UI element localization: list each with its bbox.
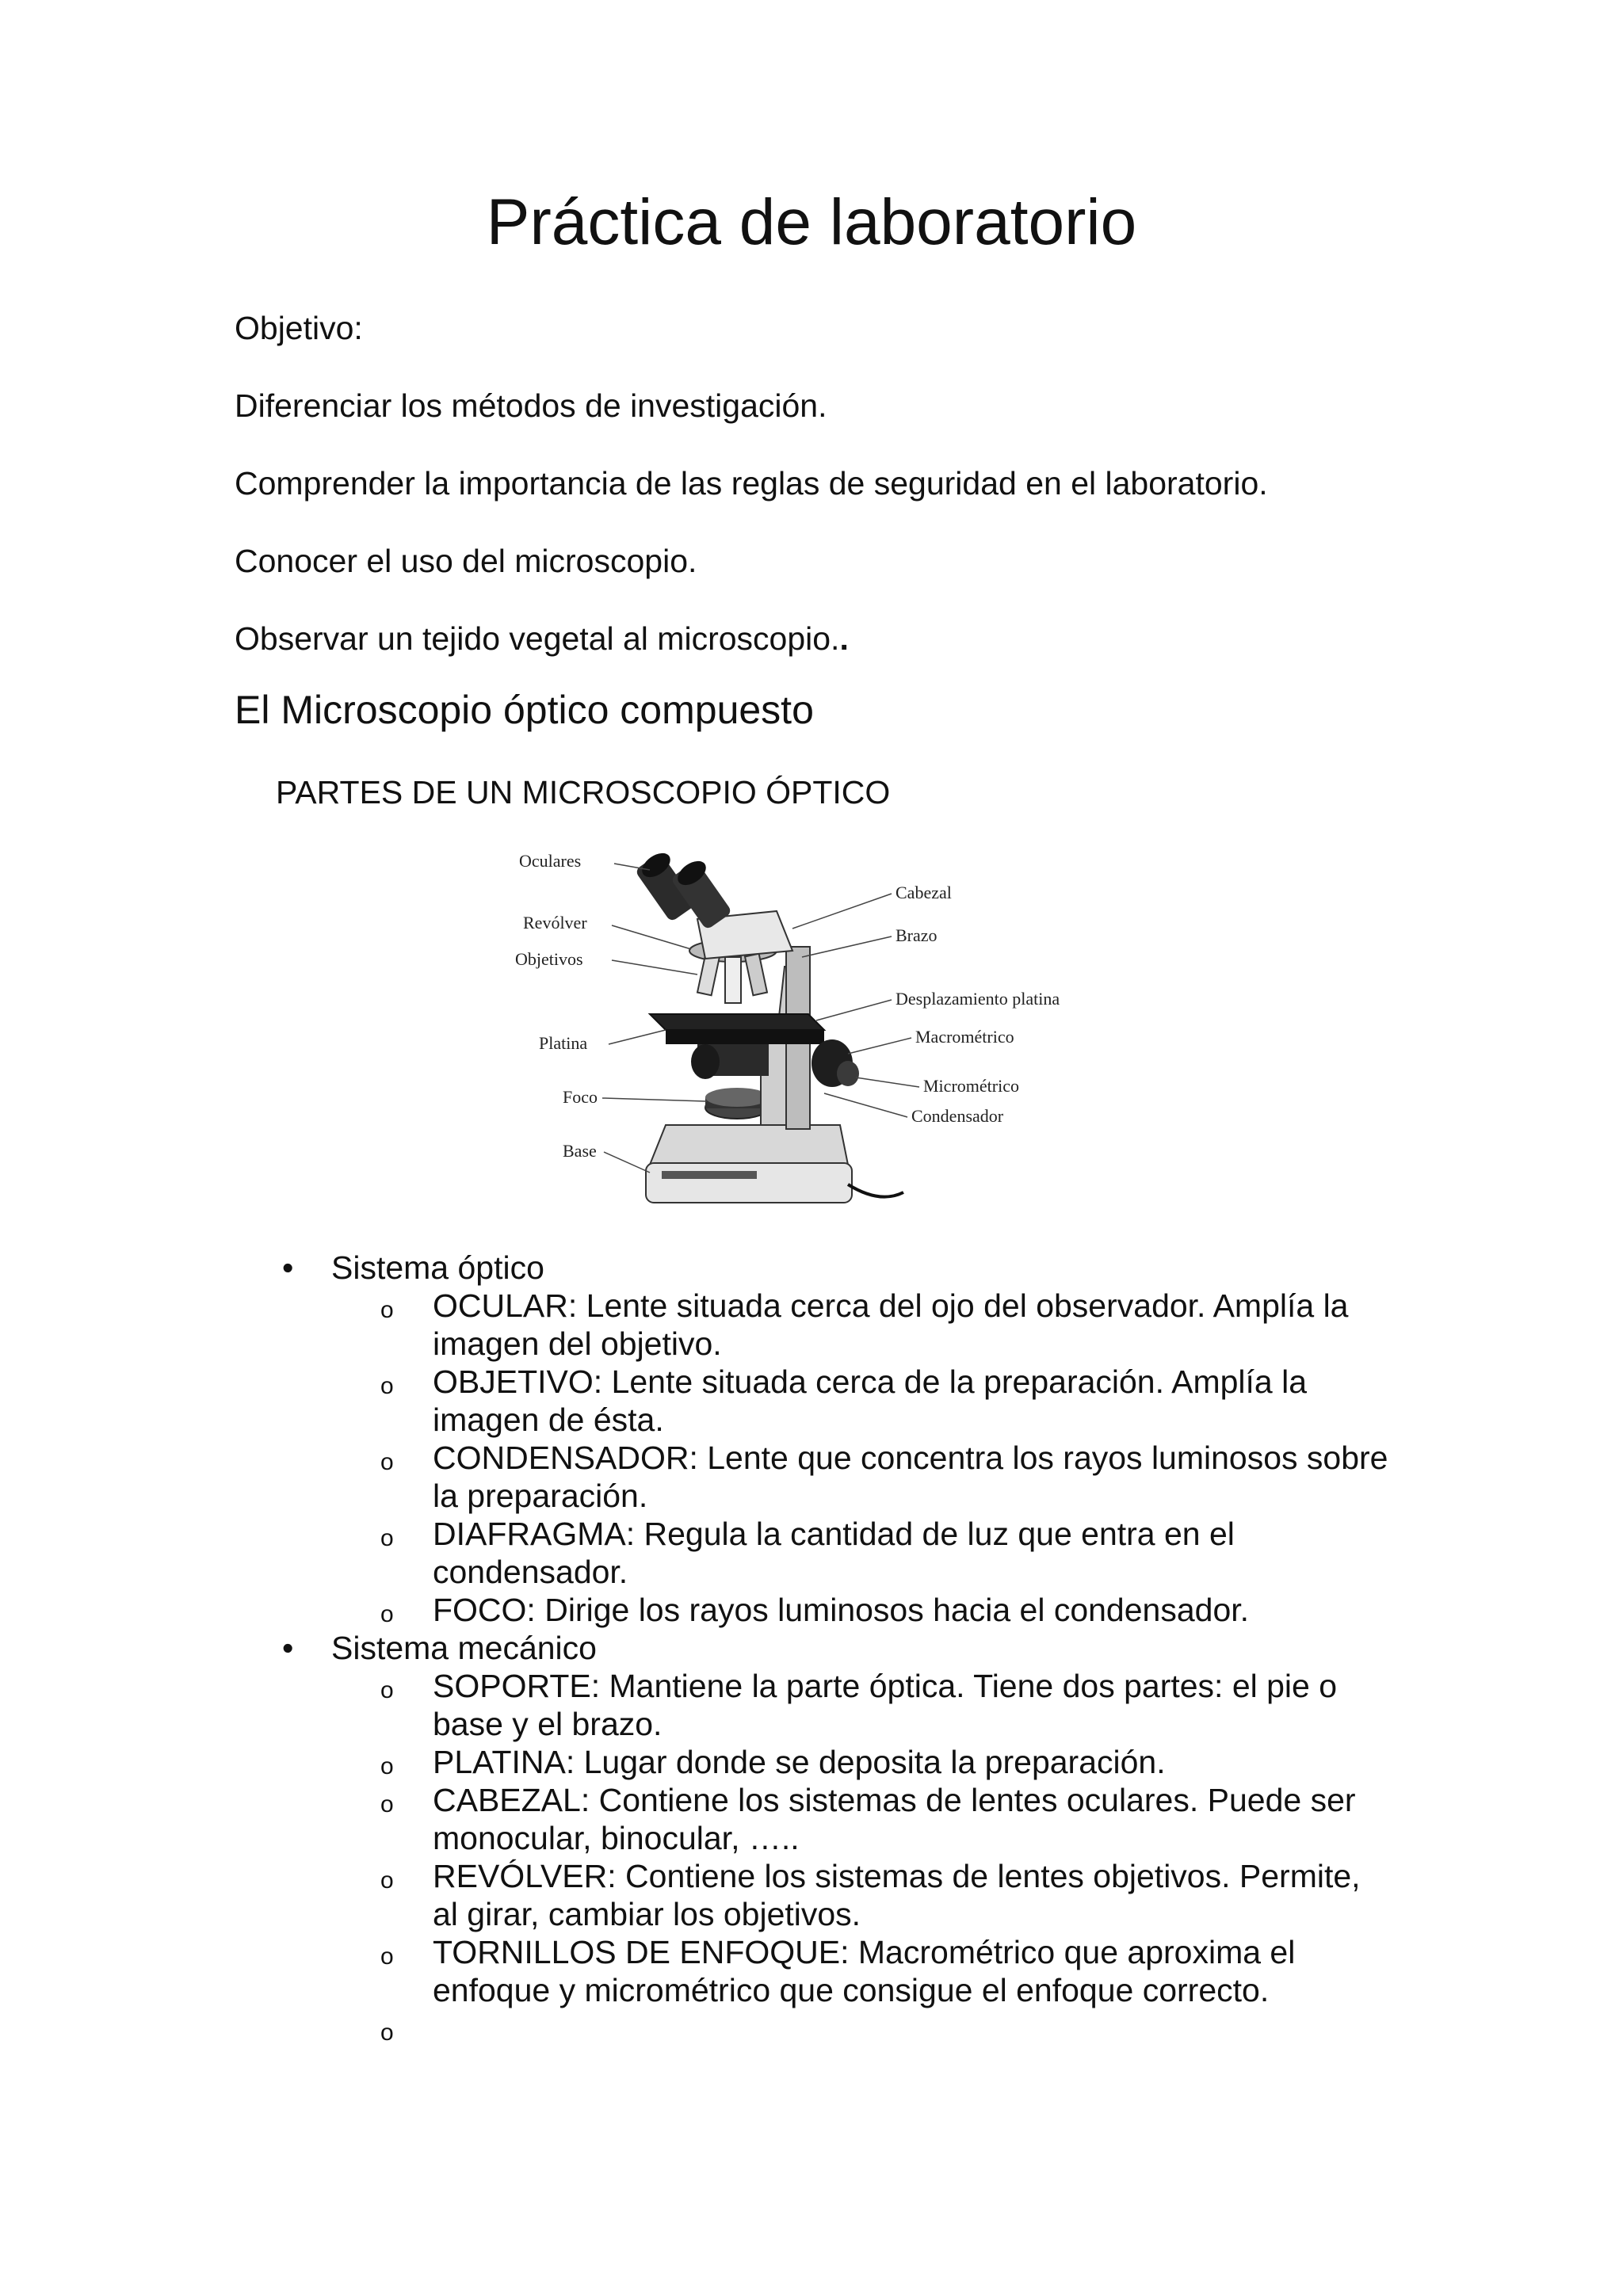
objective-3: Conocer el uso del microscopio. (235, 543, 697, 579)
objective-2: Comprender la importancia de las reglas de seguridad en el laboratorio. (235, 465, 1268, 502)
item-text: DIAFRAGMA: Regula la cantidad de luz que entra en el condensador. (433, 1516, 1235, 1590)
sub-bullet-icon: o (380, 1297, 394, 1323)
objective-4-period: . (839, 620, 849, 657)
sub-bullet-icon: o (380, 1449, 394, 1475)
item-text: OBJETIVO: Lente situada cerca de la preparación. Amplía la imagen de ésta. (433, 1363, 1308, 1438)
item-text: PLATINA: Lugar donde se deposita la preparación. (433, 1744, 1166, 1780)
bullet-icon: • (282, 1630, 294, 1666)
microscope-illustration (635, 849, 903, 1203)
system-name: Sistema óptico (331, 1249, 544, 1286)
label-platina: Platina (539, 1033, 588, 1053)
objective-4: Observar un tejido vegetal al microscopio. (235, 620, 840, 657)
item-text: FOCO: Dirige los rayos luminosos hacia el condensador. (433, 1592, 1250, 1628)
label-revolver: Revólver (523, 913, 587, 933)
label-oculares: Oculares (519, 851, 582, 871)
sub-bullet-icon: o (380, 1753, 394, 1779)
system-name: Sistema mecánico (331, 1630, 597, 1666)
sub-bullet-icon: o (380, 1867, 394, 1894)
sub-bullet-icon: o (380, 1791, 394, 1817)
section-title: El Microscopio óptico compuesto (235, 688, 814, 732)
page-title: Práctica de laboratorio (486, 186, 1137, 258)
label-micrometrico: Micrométrico (923, 1076, 1019, 1096)
objective-label: Objetivo: (235, 310, 363, 346)
label-foco: Foco (563, 1087, 598, 1107)
item-text: CONDENSADOR: Lente que concentra los rayos luminosos sobre la preparación. (433, 1440, 1388, 1514)
parts-title: PARTES DE UN MICROSCOPIO ÓPTICO (276, 774, 891, 810)
microscope-diagram (507, 832, 1125, 1220)
sub-bullet-icon: o (380, 1373, 394, 1399)
label-macrometrico: Macrométrico (915, 1027, 1014, 1047)
objective-4-line (235, 620, 849, 658)
item-text: SOPORTE: Mantiene la parte óptica. Tiene dos partes: el pie o base y el brazo. (433, 1668, 1338, 1742)
sub-bullet-icon: o (380, 2019, 394, 2046)
item-text: TORNILLOS DE ENFOQUE: Macrométrico que aproxima el enfoque y micrométrico que consigue el enfoque correcto. (433, 1934, 1296, 2008)
sub-bullet-icon: o (380, 1525, 394, 1551)
label-condensador: Condensador (911, 1106, 1004, 1126)
microscope-figure (507, 832, 1125, 1220)
sub-bullet-icon: o (380, 1943, 394, 1970)
label-desplazamiento: Desplazamiento platina (896, 989, 1060, 1009)
sub-bullet-icon: o (380, 1677, 394, 1703)
bullet-icon: • (282, 1249, 294, 1286)
label-cabezal: Cabezal (896, 883, 952, 902)
item-text: REVÓLVER: Contiene los sistemas de lentes objetivos. Permite, al girar, cambiar los objetivos. (433, 1858, 1361, 1932)
sub-bullet-icon: o (380, 1601, 394, 1627)
label-base: Base (563, 1141, 597, 1161)
label-brazo: Brazo (896, 925, 938, 945)
label-objetivos: Objetivos (515, 949, 583, 969)
item-text: CABEZAL: Contiene los sistemas de lentes oculares. Puede ser monocular, binocular, ….. (433, 1782, 1356, 1856)
item-text: OCULAR: Lente situada cerca del ojo del observador. Amplía la imagen del objetivo. (433, 1287, 1349, 1362)
objective-1: Diferenciar los métodos de investigación. (235, 387, 827, 424)
